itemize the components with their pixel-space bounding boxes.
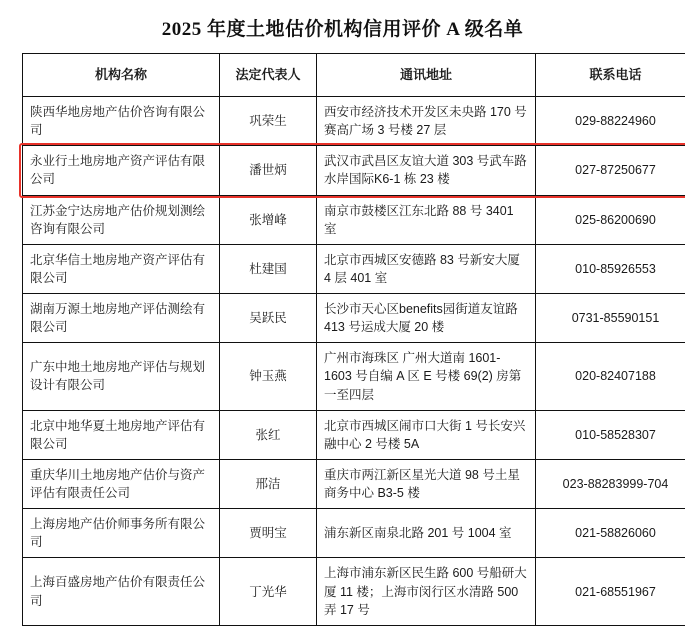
table-row (23, 459, 685, 508)
cell-legal-representative: 吴跃民 (220, 294, 317, 343)
cell-institution-name: 上海百盛房地产估价有限责任公司 (23, 558, 220, 625)
cell-contact-phone: 021-58826060 (536, 509, 685, 558)
cell-address: 上海市浦东新区民生路 600 号船研大厦 11 楼；上海市闵行区水清路 500 弄 17 号 (317, 558, 536, 625)
cell-legal-representative: 巩荣生 (220, 97, 317, 146)
cell-institution-name: 湖南万源土地房地产评估测绘有限公司 (23, 294, 220, 343)
cell-contact-phone: 021-68551967 (536, 558, 685, 625)
table-row (23, 97, 685, 146)
table-row (23, 294, 685, 343)
table-row (23, 244, 685, 293)
cell-institution-name: 北京华信土地房地产资产评估有限公司 (23, 244, 220, 293)
column-header-representative: 法定代表人 (220, 54, 317, 97)
cell-institution-name: 重庆华川土地房地产估价与资产评估有限责任公司 (23, 459, 220, 508)
cell-institution-name: 上海房地产估价师事务所有限公司 (23, 509, 220, 558)
table-header (23, 54, 685, 97)
cell-contact-phone: 020-82407188 (536, 343, 685, 410)
cell-address: 重庆市两江新区星光大道 98 号土星商务中心 B3-5 楼 (317, 459, 536, 508)
cell-contact-phone: 023-88283999-704 (536, 459, 685, 508)
cell-legal-representative: 邢洁 (220, 459, 317, 508)
table-row (23, 558, 685, 625)
cell-address: 武汉市武昌区友谊大道 303 号武车路水岸国际K6-1 栋 23 楼 (317, 146, 536, 195)
cell-legal-representative: 张红 (220, 410, 317, 459)
table-row (23, 509, 685, 558)
credit-rating-table (22, 53, 685, 626)
cell-legal-representative: 丁光华 (220, 558, 317, 625)
cell-address: 北京市西城区安德路 83 号新安大厦 4 层 401 室 (317, 244, 536, 293)
table-row (23, 146, 685, 195)
column-header-address: 通讯地址 (317, 54, 536, 97)
cell-institution-name: 江苏金宁达房地产估价规划测绘咨询有限公司 (23, 195, 220, 244)
table-row (23, 343, 685, 410)
cell-contact-phone: 010-58528307 (536, 410, 685, 459)
cell-contact-phone: 029-88224960 (536, 97, 685, 146)
cell-legal-representative: 杜建国 (220, 244, 317, 293)
cell-legal-representative: 贾明宝 (220, 509, 317, 558)
cell-address: 西安市经济技术开发区未央路 170 号赛高广场 3 号楼 27 层 (317, 97, 536, 146)
cell-address: 浦东新区南泉北路 201 号 1004 室 (317, 509, 536, 558)
cell-institution-name: 陕西华地房地产估价咨询有限公司 (23, 97, 220, 146)
table-row (23, 410, 685, 459)
cell-address: 长沙市天心区benefits园街道友谊路 413 号运成大厦 20 楼 (317, 294, 536, 343)
column-header-name: 机构名称 (23, 54, 220, 97)
cell-institution-name: 北京中地华夏土地房地产评估有限公司 (23, 410, 220, 459)
table-header-row (23, 54, 685, 97)
cell-contact-phone: 025-86200690 (536, 195, 685, 244)
cell-institution-name: 广东中地土地房地产评估与规划设计有限公司 (23, 343, 220, 410)
table-container (0, 53, 685, 626)
cell-contact-phone: 0731-85590151 (536, 294, 685, 343)
cell-legal-representative: 钟玉燕 (220, 343, 317, 410)
table-row (23, 195, 685, 244)
cell-institution-name: 永业行土地房地产资产评估有限公司 (23, 146, 220, 195)
column-header-phone: 联系电话 (536, 54, 685, 97)
cell-legal-representative: 潘世炳 (220, 146, 317, 195)
cell-address: 北京市西城区闹市口大街 1 号长安兴融中心 2 号楼 5A (317, 410, 536, 459)
page-title: 2025 年度土地估价机构信用评价 A 级名单 (0, 0, 685, 53)
cell-address: 广州市海珠区 广州大道南 1601-1603 号自编 A 区 E 号楼 69(2) 房第一至四层 (317, 343, 536, 410)
cell-contact-phone: 027-87250677 (536, 146, 685, 195)
cell-legal-representative: 张增峰 (220, 195, 317, 244)
table-body (23, 97, 685, 626)
cell-address: 南京市鼓楼区江东北路 88 号 3401 室 (317, 195, 536, 244)
cell-contact-phone: 010-85926553 (536, 244, 685, 293)
